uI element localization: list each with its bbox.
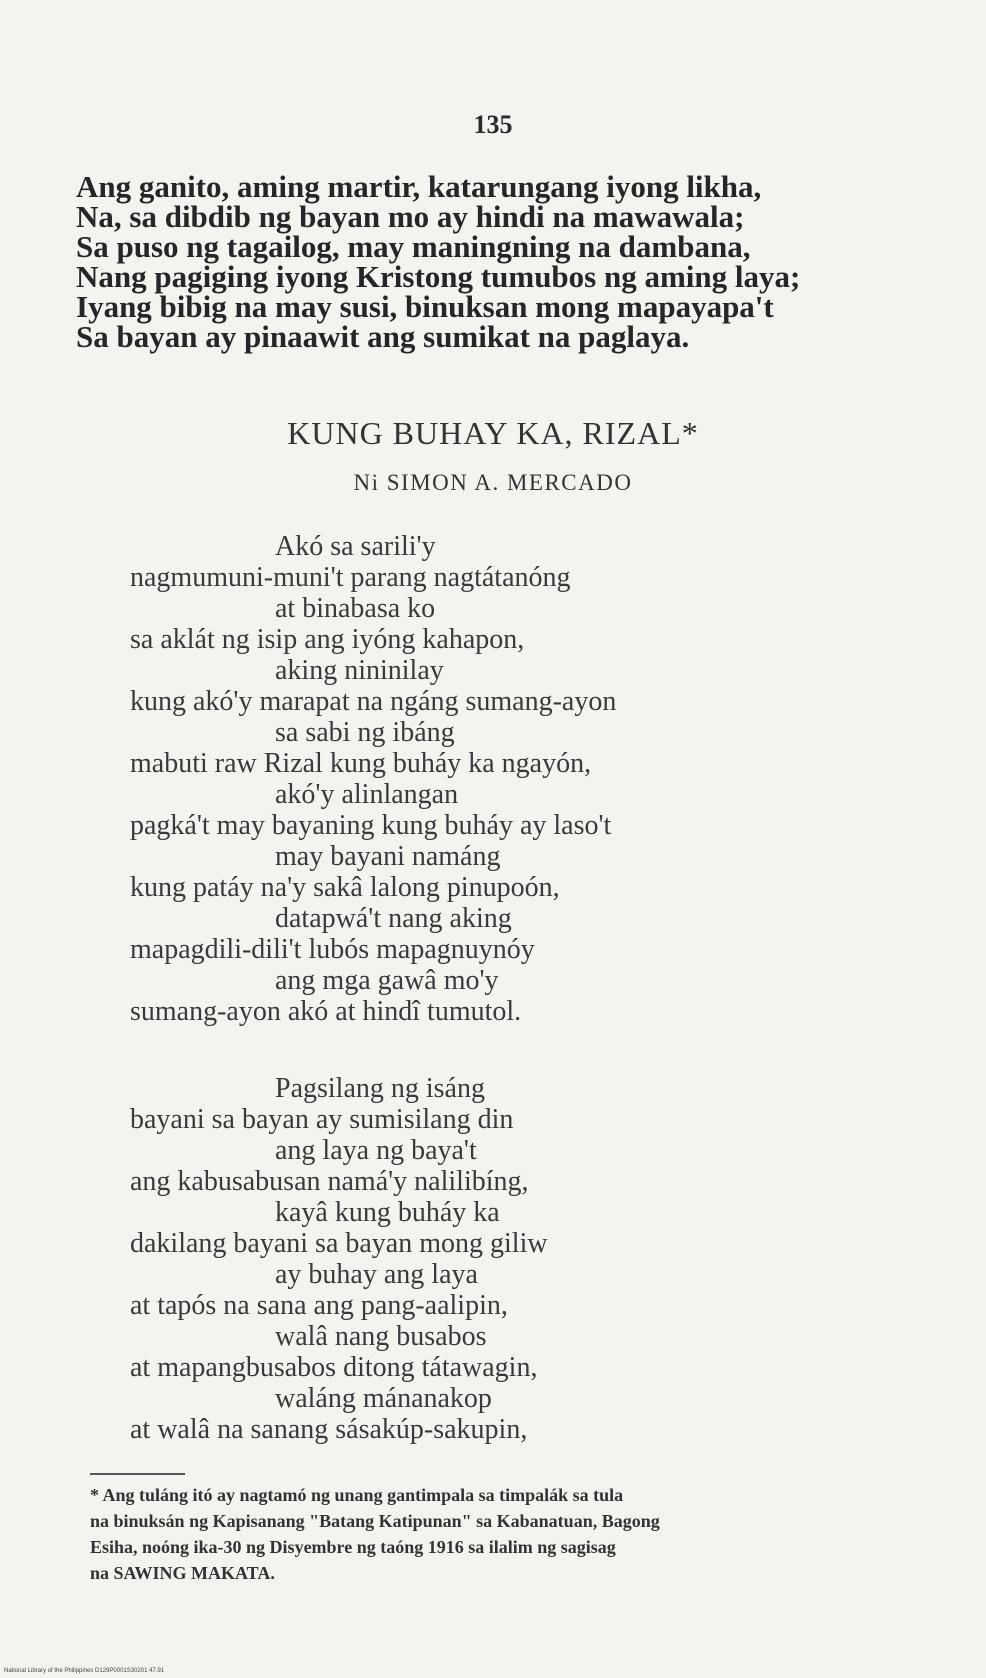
poem-line: bayani sa bayan ay sumisilang din bbox=[130, 1104, 514, 1135]
opening-stanza bbox=[76, 169, 956, 354]
poem-line: walâ nang busabos bbox=[275, 1321, 487, 1352]
footnote-line: na binuksán ng Kapisanang "Batang Katipunan" sa Kabanatuan, Bagong bbox=[90, 1511, 660, 1531]
stanza-line: Ang ganito, aming martir, katarungang iyong likha, bbox=[76, 169, 762, 204]
poem-line: at mapangbusabos ditong tátawagin, bbox=[130, 1352, 538, 1383]
poem-line: aking nininilay bbox=[275, 655, 444, 686]
stanza-line: Na, sa dibdib ng bayan mo ay hindi na mawawala; bbox=[76, 199, 745, 234]
footnote-line: Esiha, noóng ika-30 ng Disyembre ng taóng 1916 sa ilalim ng sagisag bbox=[90, 1537, 616, 1557]
stanza-line: Sa puso ng tagailog, may maningning na dambana, bbox=[76, 229, 751, 264]
page-number: 135 bbox=[473, 110, 513, 139]
poem-line: ang mga gawâ mo'y bbox=[275, 965, 499, 996]
footnote bbox=[90, 1482, 905, 1586]
poem-line: sumang-ayon akó at hindî tumutol. bbox=[130, 996, 522, 1027]
poem-line: may bayani namáng bbox=[275, 841, 501, 872]
poem-line: ang laya ng baya't bbox=[275, 1135, 477, 1166]
poem-line: kayâ kung buháy ka bbox=[275, 1197, 500, 1228]
poem-line: kung patáy na'y sakâ lalong pinupoón, bbox=[130, 872, 560, 903]
poem-author: Ni SIMON A. MERCADO bbox=[353, 470, 633, 495]
footnote-line: na SAWING MAKATA. bbox=[90, 1563, 275, 1583]
stanza-line: Iyang bibig na may susi, binuksan mong mapayapa't bbox=[76, 289, 774, 324]
poem-line: ang kabusabusan namá'y nalilibíng, bbox=[130, 1166, 529, 1197]
poem-line: nagmumuni-muni't parang nagtátanóng bbox=[130, 562, 571, 593]
poem-line: sa aklát ng isip ang iyóng kahapon, bbox=[130, 624, 525, 655]
poem-line: akó'y alinlangan bbox=[275, 779, 459, 810]
stanza-line: Sa bayan ay pinaawit ang sumikat na paglaya. bbox=[76, 319, 690, 354]
poem-line: datapwá't nang aking bbox=[275, 903, 512, 934]
poem-line: ay buhay ang laya bbox=[275, 1259, 478, 1290]
poem-line: dakilang bayani sa bayan mong giliw bbox=[130, 1228, 548, 1259]
poem-line: sa sabi ng ibáng bbox=[275, 717, 455, 748]
poem-stanza-2 bbox=[0, 1073, 986, 1445]
poem-stanza-1 bbox=[0, 531, 986, 1027]
poem-line: Akó sa sarili'y bbox=[275, 531, 436, 562]
poem-line: waláng mánanakop bbox=[275, 1383, 492, 1414]
footnote-line: * Ang tuláng itó ay nagtamó ng unang gantimpala sa timpalák sa tula bbox=[90, 1485, 624, 1505]
poem-line: Pagsilang ng isáng bbox=[275, 1073, 485, 1104]
poem-line: mabuti raw Rizal kung buháy ka ngayón, bbox=[130, 748, 592, 779]
poem-title: KUNG BUHAY KA, RIZAL* bbox=[287, 415, 699, 451]
poem-line: mapagdili-dili't lubós mapagnuynóy bbox=[130, 934, 535, 965]
poem-line: pagká't may bayaning kung buháy ay laso't bbox=[130, 810, 612, 841]
poem-line: at walâ na sanang sásakúp-sakupin, bbox=[130, 1414, 528, 1445]
poem-line: kung akó'y marapat na ngáng sumang-ayon bbox=[130, 686, 617, 717]
poem-line: at binabasa ko bbox=[275, 593, 436, 624]
scan-credit: National Library of the Philippines D129P0001S30201 47.91 bbox=[4, 1668, 165, 1674]
footnote-divider bbox=[90, 1473, 185, 1475]
poem-line: at tapós na sana ang pang-aalipin, bbox=[130, 1290, 508, 1321]
stanza-line: Nang pagiging iyong Kristong tumubos ng aming laya; bbox=[76, 259, 801, 294]
